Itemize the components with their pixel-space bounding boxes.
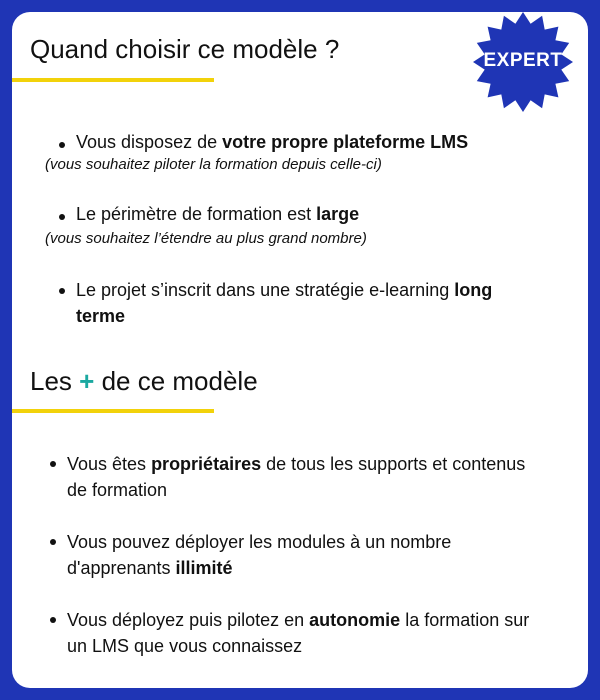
info-card bbox=[12, 12, 588, 688]
section2-title bbox=[30, 368, 258, 394]
list-item bbox=[76, 201, 576, 227]
item-text: Le projet s’inscrit dans une stratégie e-learning bbox=[76, 280, 455, 300]
item-text: Le périmètre de formation est bbox=[76, 204, 317, 224]
section1-title: Quand choisir ce modèle ? bbox=[30, 34, 340, 64]
starburst-badge-icon bbox=[460, 12, 586, 138]
item-bold-text: illimité bbox=[175, 558, 233, 578]
bullet-dot bbox=[50, 461, 56, 467]
badge-label: EXPERT bbox=[483, 50, 563, 71]
item-bold-text: long terme bbox=[76, 280, 493, 326]
bullet-dot bbox=[59, 214, 65, 220]
item-text: Vous disposez de bbox=[76, 132, 223, 152]
item-text: Vous pouvez déployer les modules à un nombre d'apprenants bbox=[67, 532, 452, 578]
item-note: (vous souhaitez piloter la formation depuis celle-ci) bbox=[45, 156, 382, 173]
bullet-dot bbox=[50, 617, 56, 623]
list-item bbox=[67, 607, 537, 659]
list-item bbox=[67, 451, 537, 503]
item-bold-text: votre propre plateforme LMS bbox=[222, 132, 469, 152]
plus-icon: + bbox=[79, 366, 95, 396]
item-text: Vous êtes bbox=[67, 454, 152, 474]
bullet-dot bbox=[50, 539, 56, 545]
item-bold-text: propriétaires bbox=[151, 454, 262, 474]
expert-badge bbox=[460, 12, 586, 138]
item-bold-text: large bbox=[316, 204, 360, 224]
list-item bbox=[76, 129, 576, 155]
list-item bbox=[76, 277, 536, 329]
section2-title-before: Les bbox=[30, 366, 80, 396]
item-note: (vous souhaitez l’étendre au plus grand nombre) bbox=[45, 230, 367, 247]
bullet-dot bbox=[59, 142, 65, 148]
bullet-dot bbox=[59, 288, 65, 294]
item-text: Vous déployez puis pilotez en bbox=[67, 610, 310, 630]
item-text: la formation sur un LMS que vous connaissez bbox=[67, 610, 530, 656]
item-bold-text: autonomie bbox=[309, 610, 401, 630]
item-text: de tous les supports et contenus de formation bbox=[67, 454, 526, 500]
section2-underline bbox=[12, 409, 214, 413]
section2-title-after: de ce modèle bbox=[94, 366, 258, 396]
section1-underline bbox=[12, 78, 214, 82]
list-item bbox=[67, 529, 537, 581]
